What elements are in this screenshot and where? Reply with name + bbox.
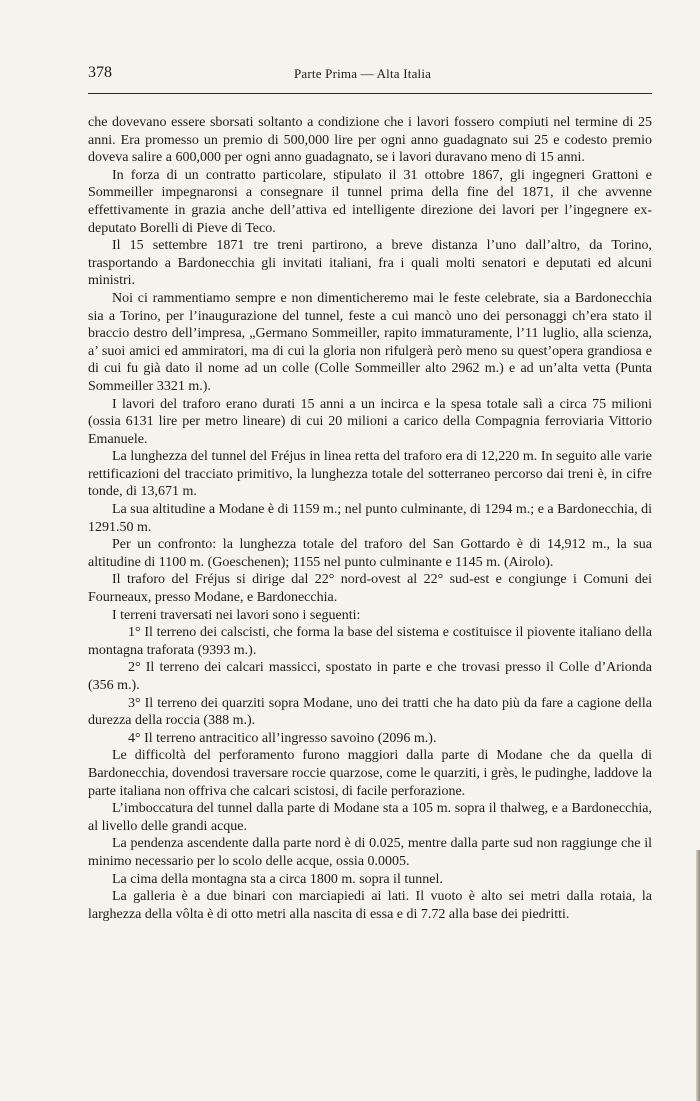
paragraph: La pendenza ascendente dalla parte nord è di 0.025, mentre dalla parte sud non raggiunge che il minimo necessario per lo scolo delle acque, ossia 0.0005. <box>88 836 652 869</box>
paragraph: L’imboccatura del tunnel dalla parte di Modane sta a 105 m. sopra il thalweg, e a Bardonecchia, al livello delle grandi acque. <box>88 801 652 834</box>
paragraph: La galleria è a due binari con marciapiedi ai lati. Il vuoto è alto sei metri dalla rotaia, la larghezza della vôlta è di otto metri alla nascita di essa e di 7.72 alla base dei piedritti. <box>88 889 652 922</box>
paragraph: I terreni traversati nei lavori sono i seguenti: <box>112 607 361 623</box>
list-item: 4° Il terreno antracitico all’ingresso savoino (2096 m.). <box>128 730 437 746</box>
header-rule <box>88 93 652 94</box>
page-edge-shadow <box>696 850 700 1101</box>
page-header <box>88 64 652 86</box>
list-item: 1° Il terreno dei calscisti, che forma la base del sistema e costituisce il piovente italiano della montagna traforata (9393 m.). <box>88 625 652 658</box>
paragraph: Noi ci rammentiamo sempre e non dimenticheremo mai le feste celebrate, sia a Bardonecchia sia a Torino, per l’inaugurazione del tunnel, feste a cui mancò uno dei personaggi ch’era stato il braccio destro dell’impresa, „Germano Sommeiller, rapito immaturamente, l’11 luglio, alla scienza, a’ suoi amici ed ammiratori, ma di cui la gloria non rifulgerà però meno su quest’opera grandiosa e di cui fu già dato il nome ad un colle (Colle Sommeiller alto 2962 m.) e ad un’alta vetta (Punta Sommeiller 3321 m.). <box>88 290 652 394</box>
paragraph: Il 15 settembre 1871 tre treni partirono, a breve distanza l’uno dall’altro, da Torino, trasportando a Bardonecchia gli invitati italiani, fra i quali molti senatori e deputati ed alcuni ministri. <box>88 238 652 289</box>
paragraph: che dovevano essere sborsati soltanto a condizione che i lavori fossero compiuti nel termine di 25 anni. Era promesso un premio di 500,000 lire per ogni anno guadagnato sui 25 e codesto premio doveva salire a 600,000 per ogni anno guadagnato, se i lavori duravano meno di 15 anni. <box>88 115 652 166</box>
body-text <box>88 114 652 923</box>
running-head: Parte Prima — Alta Italia <box>294 66 432 81</box>
page-number: 378 <box>88 64 112 81</box>
list-item: 2° Il terreno dei calcari massicci, spostato in parte e che trovasi presso il Colle d’Arionda (356 m.). <box>88 660 652 693</box>
paragraph: La lunghezza del tunnel del Fréjus in linea retta del traforo era di 12,220 m. In seguito alle varie rettificazioni del tracciato primitivo, la lunghezza totale del sotterraneo percorso dai treni è, in cifre tonde, di 13,671 m. <box>88 449 652 500</box>
list-item: 3° Il terreno dei quarziti sopra Modane, uno dei tratti che ha dato più da fare a cagione della durezza della roccia (388 m.). <box>88 695 652 729</box>
paragraph: I lavori del traforo erano durati 15 anni a un incirca e la spesa totale salì a circa 75 milioni (ossia 6131 lire per metro lineare) di cui 20 milioni a carico della Compagnia ferroviaria Vittorio Emanuele. <box>88 396 652 447</box>
paragraph: Le difficoltà del perforamento furono maggiori dalla parte di Modane che da quella di Bardonecchia, dovendosi traversare roccie quarzose, come le quarziti, i grès, le pudinghe, laddove la parte italiana non offriva che calcari scistosi, di facile perforazione. <box>88 748 652 799</box>
paragraph: Il traforo del Fréjus si dirige dal 22° nord-ovest al 22° sud-est e congiunge i Comuni dei Fourneaux, presso Modane, e Bardonecchia. <box>88 572 652 606</box>
paragraph: Per un confronto: la lunghezza totale del traforo del San Gottardo è di 14,912 m., la sua altitudine di 1100 m. (Goeschenen); 1155 nel punto culminante e 1145 m. (Airolo). <box>88 537 652 570</box>
paragraph: La cima della montagna sta a circa 1800 m. sopra il tunnel. <box>112 871 443 887</box>
paragraph: La sua altitudine a Modane è di 1159 m.; nel punto culminante, di 1294 m.; e a Bardonecchia, di 1291.50 m. <box>88 502 652 535</box>
paragraph: In forza di un contratto particolare, stipulato il 31 ottobre 1867, gli ingegneri Grattoni e Sommeiller impegnaronsi a consegnare il tunnel prima della fine del 1871, il che avvenne effettivamente in grazia anche dell’attiva ed intelligente direzione dei lavori per l’ingegnere ex-deputato Borelli di Pieve di Teco. <box>88 167 652 236</box>
